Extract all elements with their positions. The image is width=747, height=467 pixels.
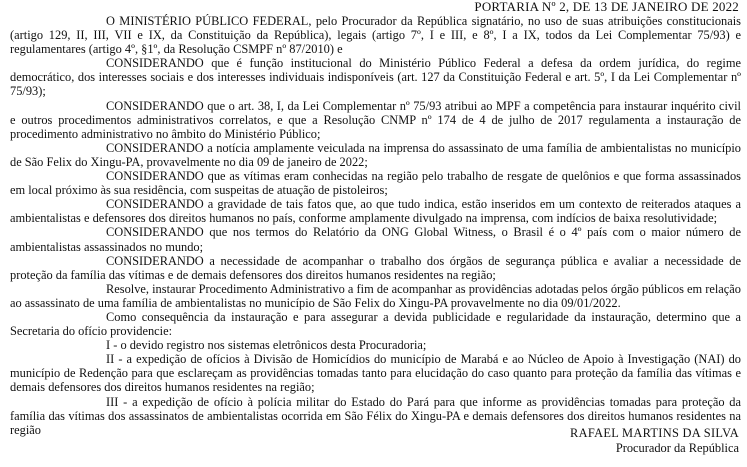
paragraph-considerando-6: CONSIDERANDO que nos termos do Relatório da ONG Global Witness, o Brasil é o 4º país com o maior número de ambientalistas assassinados no mundo; <box>10 225 741 254</box>
paragraph-preamble: O MINISTÉRIO PÚBLICO FEDERAL, pelo Procurador da República signatário, no uso de suas atribuições constitucionais (artigo 129, II, III, VII e IX, da Constituição da República), legais (artigo 7º, I e III, e 8º, I a IX, todos da Lei Complementar 75/93) e regulamentares (artigo 4º, §1º, da Resolução CSMPF nº 87/2010) e <box>10 14 741 57</box>
paragraph-consequencia: Como consequência da instauração e para assegurar a devida publicidade e regularidade da instauração, determino que a Secretaria do ofício providencie: <box>10 309 741 339</box>
signatory-title: Procurador da República <box>615 440 739 455</box>
paragraph-considerando-5: CONSIDERANDO a gravidade de tais fatos que, ao que tudo indica, estão inseridos em um contexto de reiterados ataques a ambientalistas e defensores dos direitos humanos no país, conforme amplamente divulgado na imprensa, com indícios de baixa resolutividade; <box>10 197 741 226</box>
list-item-ii: II - a expedição de ofícios à Divisão de Homicídios do município de Marabá e ao Núcleo de Apoio à Investigação (NAI) do município de Redenção para que esclareçam as providências tomadas tanto para elucidação do caso quanto para proteção da família das vítimas e demais defensores dos direitos humanos residentes na região; <box>10 352 741 395</box>
paragraph-considerando-3: CONSIDERANDO a notícia amplamente veiculada na imprensa do assassinato de uma família de ambientalistas no município de São Felix do Xingu-PA, provavelmente no dia 09 de janeiro de 2022; <box>10 140 741 169</box>
paragraph-considerando-4: CONSIDERANDO que as vítimas eram conhecidas na região pelo trabalho de resgate de quelônios e que forma assassinados em local próximo às sua residência, com suspeitas de atuação de pistoleiros; <box>10 169 741 198</box>
document-body <box>10 14 741 437</box>
paragraph-considerando-1: CONSIDERANDO que é função institucional do Ministério Público Federal a defesa da ordem jurídica, do regime democrático, dos interesses sociais e dos interesses individuais indisponíveis (art. 127 da Constituição Federal e art. 5º, I da Lei Complementar nº 75/93); <box>10 56 741 99</box>
paragraph-resolve: Resolve, instaurar Procedimento Administrativo a fim de acompanhar as providências adotadas pelos órgão públicos em relação ao assassinato de uma família de ambientalistas no município de São Felix do Xingu-PA provavelmente no dia 09/01/2022. <box>10 281 741 310</box>
list-item-i: I - o devido registro nos sistemas eletrônicos desta Procuradoria; <box>106 338 427 353</box>
paragraph-considerando-7: CONSIDERANDO a necessidade de acompanhar o trabalho dos órgãos de segurança pública e avaliar a necessidade de proteção da família das vítimas e de demais defensores dos direitos humanos residentes na região; <box>10 253 741 282</box>
signature-block <box>570 426 739 455</box>
paragraph-considerando-2: CONSIDERANDO que o art. 38, I, da Lei Complementar nº 75/93 atribui ao MPF a competência para instaurar inquérito civil e outros procedimentos administrativos correlatos, e que a Resolução CNMP nº 174 de 4 de julho de 2017 regulamenta a instauração de procedimento administrativo no âmbito do Ministério Público; <box>10 98 741 141</box>
portaria-heading: PORTARIA Nº 2, DE 13 DE JANEIRO DE 2022 <box>474 0 739 14</box>
signatory-name: RAFAEL MARTINS DA SILVA <box>570 426 739 440</box>
list-item-iii: III - a expedição de ofício à polícia militar do Estado do Pará para que informe as providências tomadas para proteção da família das vítimas dos assassinatos de ambientalistas ocorrida em São Félix do Xingu-PA e demais defensores dos direitos humanos residentes na região <box>10 394 741 437</box>
